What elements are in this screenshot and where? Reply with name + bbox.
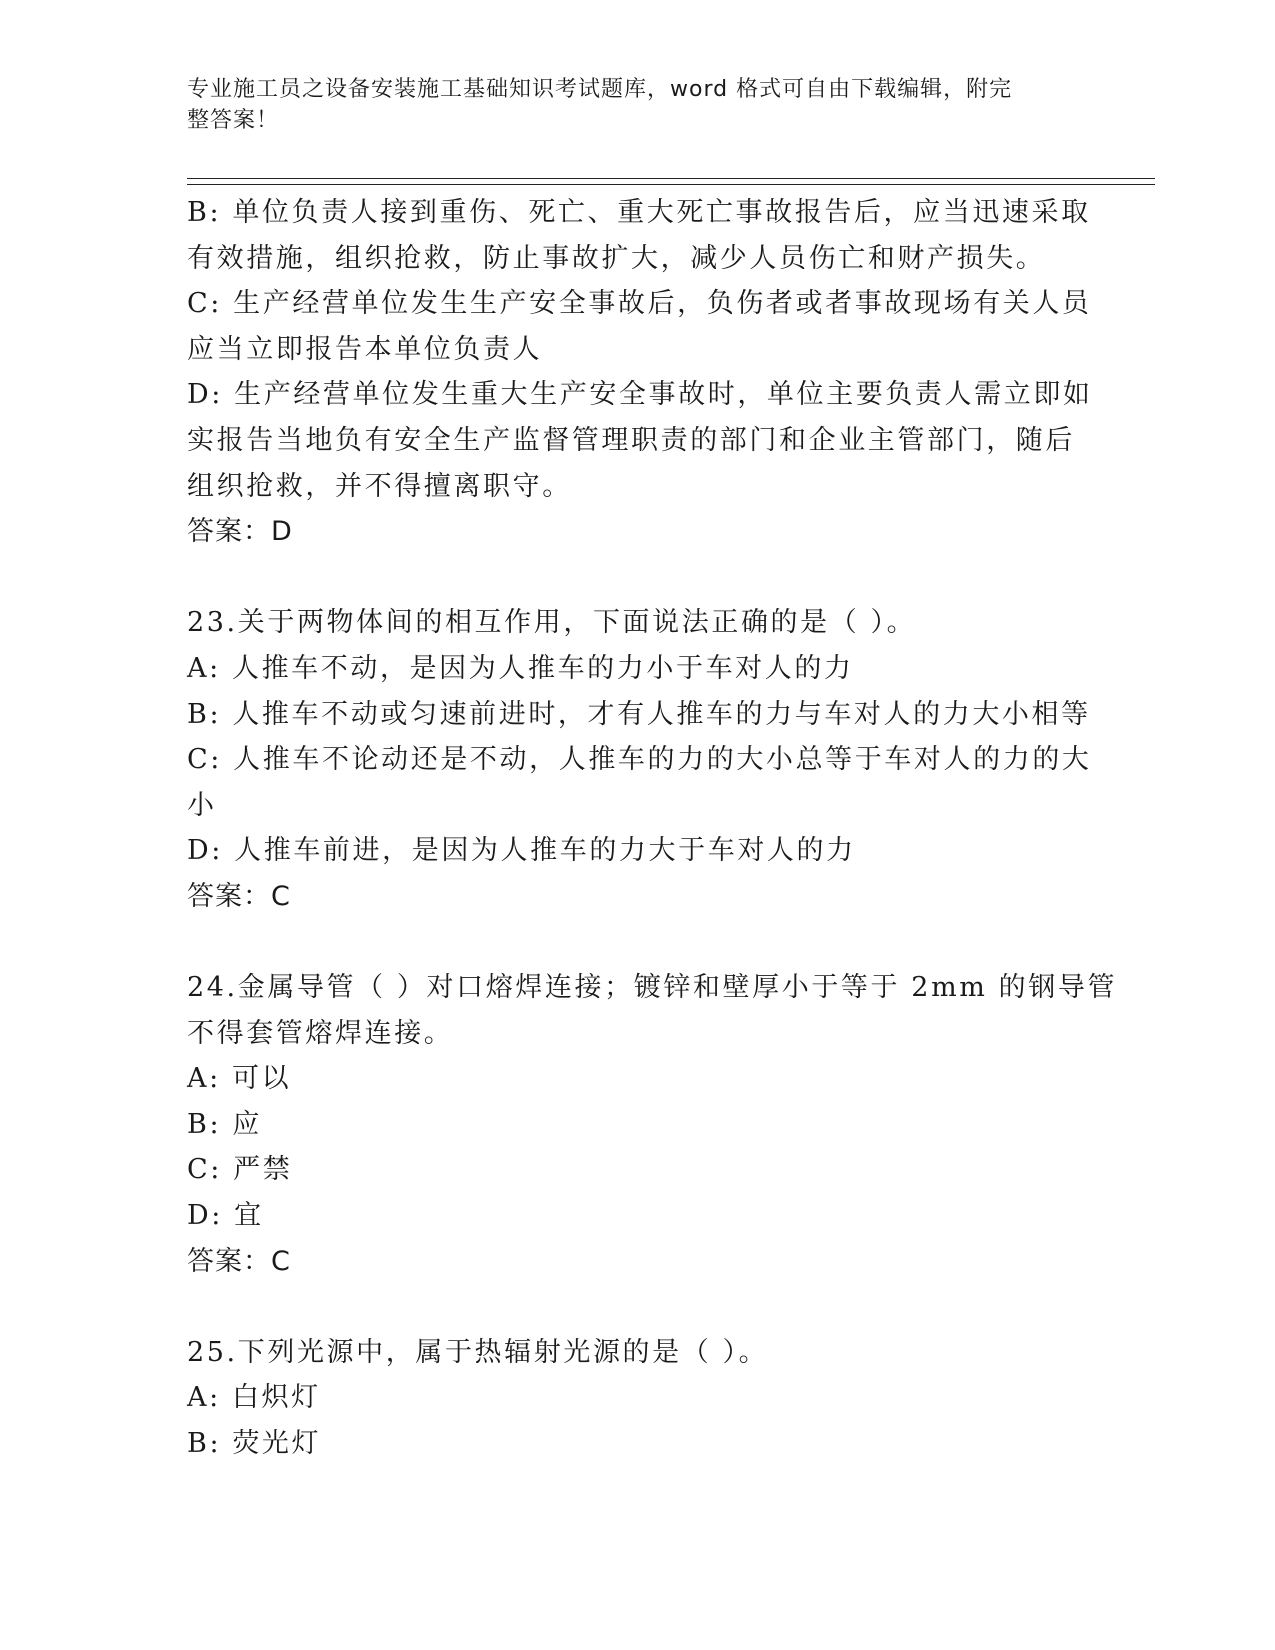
question-24	[187, 965, 1118, 1284]
document-header	[187, 74, 1067, 136]
question-23	[187, 600, 1092, 919]
q22-option-d-line-3: 组织抢救，并不得擅离职守。	[187, 470, 572, 502]
q25-option-a: A: 白炽灯	[187, 1382, 321, 1414]
q25-stem: 25.下列光源中，属于热辐射光源的是（ ）。	[187, 1336, 769, 1368]
q24-answer: 答案：C	[187, 1245, 291, 1277]
q22-answer: 答案：D	[187, 516, 293, 548]
header-line-1: 专业施工员之设备安装施工基础知识考试题库，word 格式可自由下载编辑，附完	[187, 77, 1013, 102]
spacer	[187, 1284, 1087, 1330]
q23-option-c-line-1: C: 人推车不论动还是不动，人推车的力的大小总等于车对人的力的大	[187, 744, 1092, 776]
q23-option-d: D: 人推车前进，是因为人推车的力大于车对人的力	[187, 835, 856, 867]
q24-option-a: A: 可以	[187, 1063, 292, 1095]
q22-option-b-line-1: B: 单位负责人接到重伤、死亡、重大死亡事故报告后，应当迅速采取	[187, 197, 1091, 228]
q23-stem: 23.关于两物体间的相互作用，下面说法正确的是（ ）。	[187, 607, 917, 639]
spacer	[187, 555, 1087, 601]
q23-option-a: A: 人推车不动，是因为人推车的力小于车对人的力	[187, 652, 854, 684]
header-rule-bottom	[187, 184, 1155, 185]
q22-option-d-line-1: D: 生产经营单位发生重大生产安全事故时，单位主要负责人需立即如	[187, 379, 1093, 411]
q24-option-c: C: 严禁	[187, 1154, 293, 1186]
question-25	[187, 1330, 1087, 1467]
spacer	[187, 920, 1087, 966]
q22-option-b-line-2: 有效措施，组织抢救，防止事故扩大，减少人员伤亡和财产损失。	[187, 242, 1046, 274]
q24-stem-line-1: 24.金属导管（ ）对口熔焊连接；镀锌和壁厚小于等于 2mm 的钢导管	[187, 972, 1118, 1004]
header-line-2: 整答案！	[187, 108, 280, 133]
q25-option-b: B: 荧光灯	[187, 1428, 322, 1460]
q23-answer: 答案：C	[187, 880, 291, 912]
q22-option-c-line-1: C: 生产经营单位发生生产安全事故后，负伤者或者事故现场有关人员	[187, 288, 1092, 320]
q23-option-b: B: 人推车不动或匀速前进时，才有人推车的力与车对人的力大小相等	[187, 698, 1091, 730]
q22-option-d-line-2: 实报告当地负有安全生产监督管理职责的部门和企业主管部门，随后	[187, 424, 1075, 456]
question-22	[187, 190, 1093, 555]
q23-option-c-line-2: 小	[187, 789, 217, 821]
q24-stem-line-2: 不得套管熔焊连接。	[187, 1017, 454, 1049]
q24-option-b: B: 应	[187, 1108, 262, 1140]
header-rule-top	[187, 178, 1155, 179]
document-body	[187, 190, 1118, 1467]
q22-option-c-line-2: 应当立即报告本单位负责人	[187, 333, 543, 365]
q24-option-d: D: 宜	[187, 1200, 264, 1232]
